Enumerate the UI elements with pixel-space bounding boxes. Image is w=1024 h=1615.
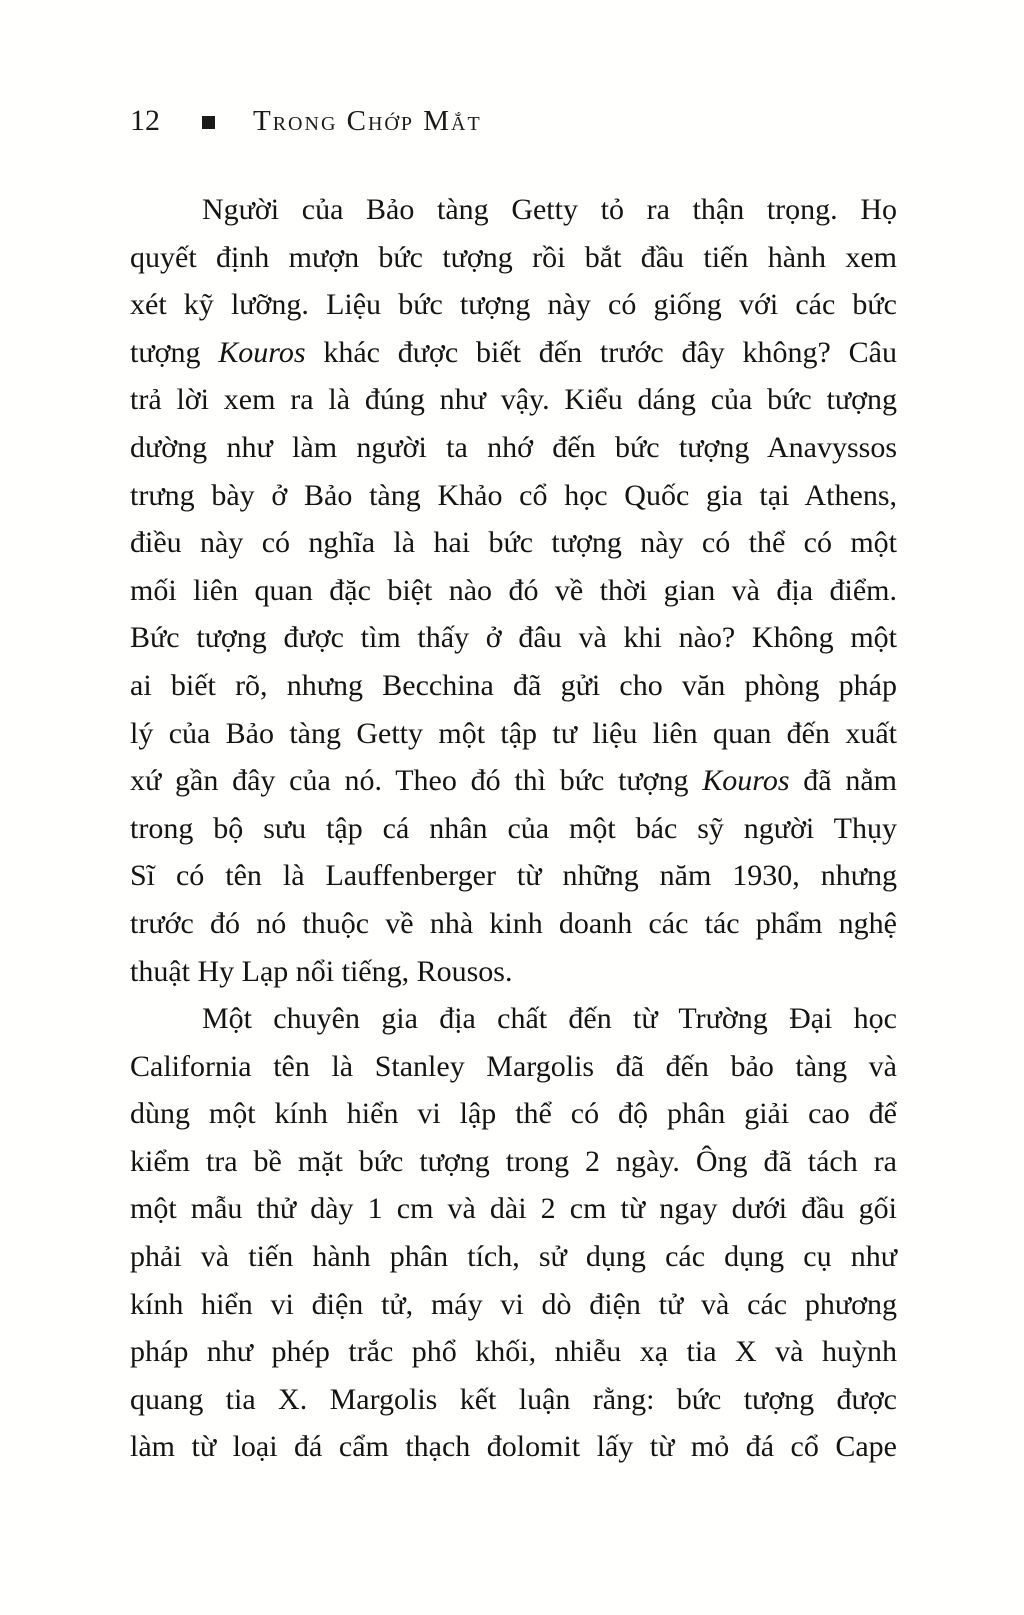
- text-line: [130, 329, 897, 377]
- text-segment: Người của Bảo tàng Getty tỏ ra thận trọng. Họ: [202, 193, 897, 226]
- text-line: [130, 1281, 897, 1329]
- text-line: [130, 1328, 897, 1376]
- text-line: [130, 852, 897, 900]
- text-line: [130, 1090, 897, 1138]
- text-segment: kiểm tra bề mặt bức tượng trong 2 ngày. Ông đã tách ra: [130, 1144, 897, 1178]
- text-segment: quyết định mượn bức tượng rồi bắt đầu tiến hành xem: [130, 240, 897, 274]
- text-line: [130, 567, 897, 615]
- text-segment: tượng: [130, 335, 219, 369]
- running-header: [130, 103, 897, 139]
- italic-term: Kouros: [218, 335, 306, 369]
- text-line: [130, 1185, 897, 1233]
- text-segment: quang tia X. Margolis kết luận rằng: bức tượng được: [130, 1382, 897, 1416]
- text-line: [130, 1423, 897, 1471]
- text-segment: đã nằm: [789, 764, 898, 798]
- text-line: [130, 1233, 897, 1281]
- text-line: [130, 948, 897, 996]
- text-segment: trong bộ sưu tập cá nhân của một bác sỹ người Thụy: [130, 811, 897, 845]
- text-segment: trả lời xem ra là đúng như vậy. Kiểu dáng của bức tượng: [130, 383, 897, 417]
- text-segment: dùng một kính hiển vi lập thể có độ phân giải cao để: [130, 1097, 897, 1131]
- text-segment: khác được biết đến trước đây không? Câu: [305, 335, 897, 369]
- text-line: [130, 710, 897, 758]
- text-segment: mối liên quan đặc biệt nào đó về thời gian và địa điểm.: [130, 573, 897, 607]
- text-segment: ai biết rõ, nhưng Becchina đã gửi cho văn phòng pháp: [130, 668, 897, 702]
- text-segment: một mẫu thử dày 1 cm và dài 2 cm từ ngay dưới đầu gối: [130, 1192, 897, 1226]
- text-line: [130, 614, 897, 662]
- page-number: 12: [130, 104, 160, 137]
- text-segment: làm từ loại đá cẩm thạch đolomit lấy từ mỏ đá cổ Cape: [130, 1430, 897, 1464]
- text-line: [130, 995, 897, 1043]
- text-segment: pháp như phép trắc phổ khối, nhiễu xạ tia X và huỳnh: [130, 1335, 897, 1369]
- text-segment: xét kỹ lưỡng. Liệu bức tượng này có giống với các bức: [130, 288, 897, 322]
- text-segment: phải và tiến hành phân tích, sử dụng các dụng cụ như: [130, 1240, 897, 1274]
- text-line: [130, 472, 897, 520]
- text-segment: lý của Bảo tàng Getty một tập tư liệu liên quan đến xuất: [130, 716, 897, 750]
- text-line: [130, 1376, 897, 1424]
- paragraph-2: [130, 995, 897, 1471]
- square-bullet-icon: [202, 116, 215, 129]
- text-line: [130, 234, 897, 282]
- text-line: [130, 757, 897, 805]
- text-line: [130, 281, 897, 329]
- book-title: Trong Chớp Mắt: [253, 105, 482, 137]
- text-line: [130, 376, 897, 424]
- text-segment: Bức tượng được tìm thấy ở đâu và khi nào? Không một: [130, 621, 897, 655]
- text-segment: California tên là Stanley Margolis đã đến bảo tàng và: [130, 1049, 897, 1083]
- text-line: [130, 519, 897, 567]
- text-segment: dường như làm người ta nhớ đến bức tượng Anavyssos: [130, 430, 897, 464]
- text-line: [130, 900, 897, 948]
- italic-term: Kouros: [702, 764, 790, 798]
- text-line: [130, 186, 897, 234]
- text-segment: thuật Hy Lạp nổi tiếng, Rousos.: [130, 954, 513, 988]
- text-line: [130, 805, 897, 853]
- text-line: [130, 1043, 897, 1091]
- text-segment: Một chuyên gia địa chất đến từ Trường Đại học: [202, 1002, 897, 1036]
- paragraph-1: [130, 186, 897, 995]
- text-line: [130, 662, 897, 710]
- text-line: [130, 1138, 897, 1186]
- text-segment: kính hiển vi điện tử, máy vi dò điện tử và các phương: [130, 1287, 897, 1321]
- text-segment: xứ gần đây của nó. Theo đó thì bức tượng: [130, 764, 703, 798]
- body-text: [130, 186, 897, 1471]
- text-segment: điều này có nghĩa là hai bức tượng này có thể có một: [130, 526, 897, 560]
- text-segment: trưng bày ở Bảo tàng Khảo cổ học Quốc gia tại Athens,: [130, 478, 897, 512]
- text-segment: trước đó nó thuộc về nhà kinh doanh các tác phẩm nghệ: [130, 906, 897, 940]
- text-segment: Sĩ có tên là Lauffenberger từ những năm 1930, nhưng: [130, 859, 897, 893]
- text-line: [130, 424, 897, 472]
